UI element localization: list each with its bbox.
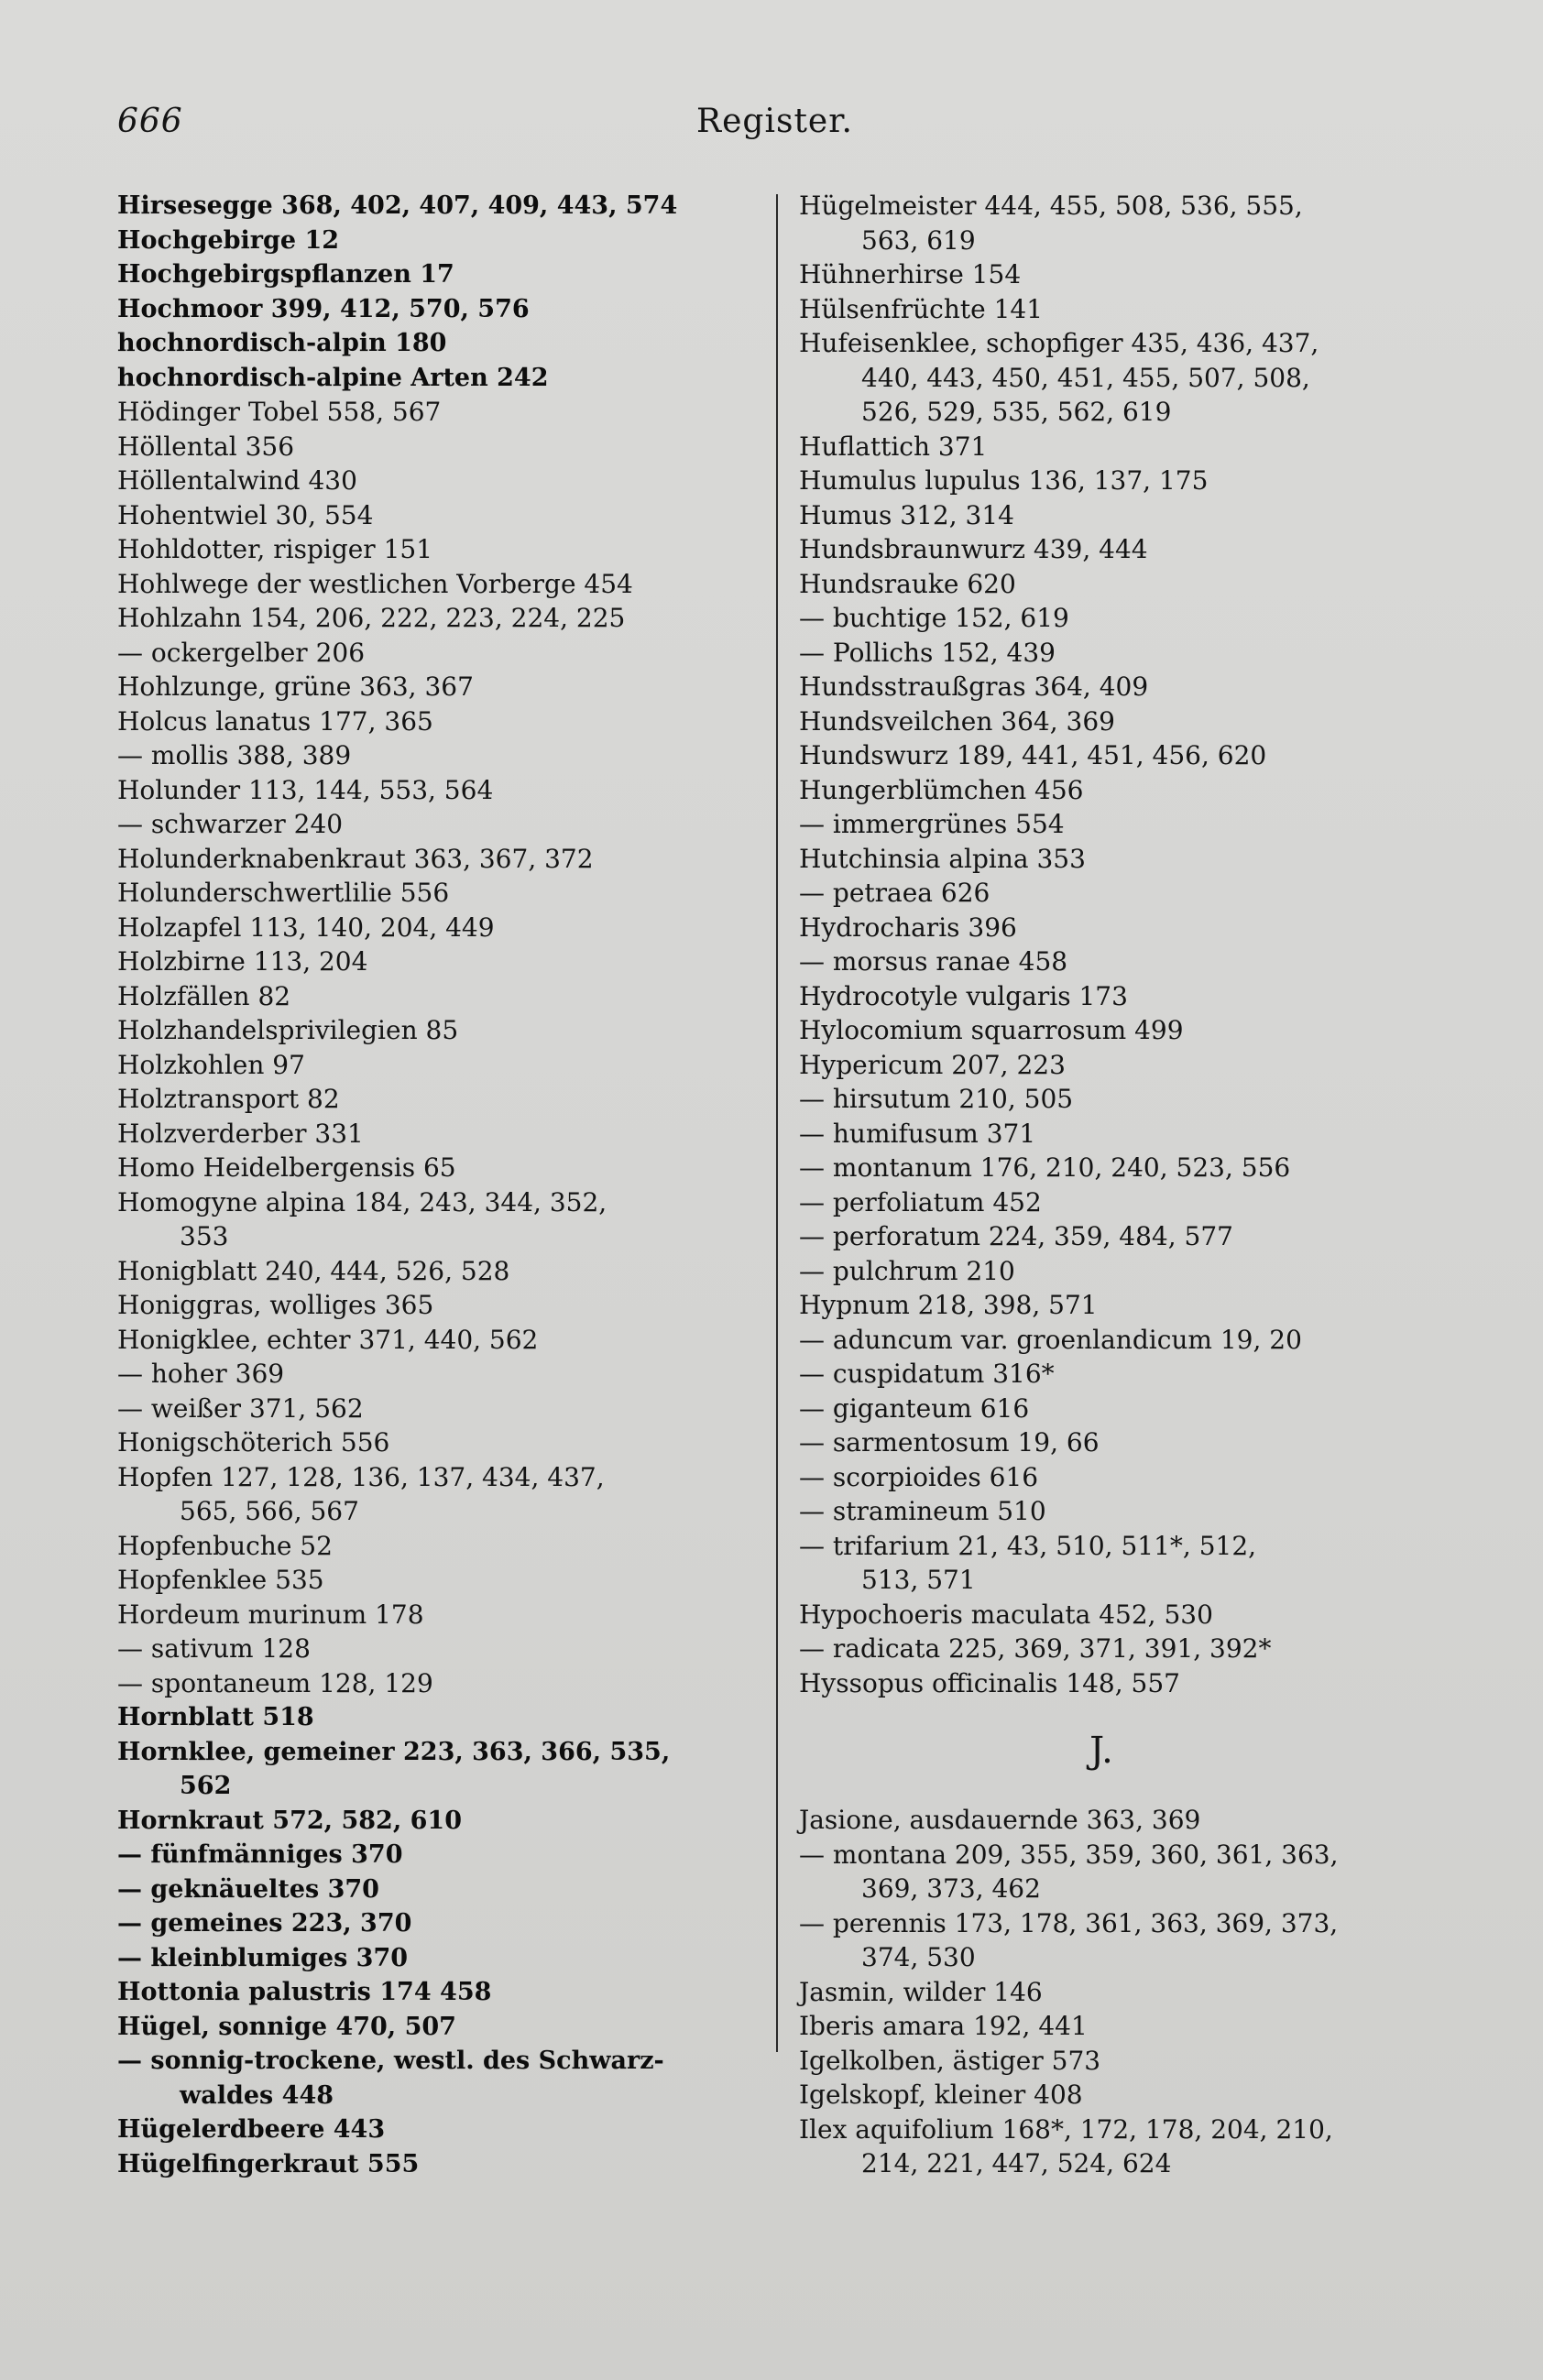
index-entry-continuation: 563, 619 (861, 224, 976, 256)
index-entry: — gemeines 223, 370 (117, 1909, 412, 1938)
index-entry: — trifarium 21, 43, 510, 511*, 512, (799, 1530, 1257, 1561)
index-entry: — stramineum 510 (799, 1496, 1046, 1526)
index-entry: — sarmentosum 19, 66 (799, 1427, 1100, 1457)
index-entry: Honigblatt 240, 444, 526, 528 (117, 1255, 510, 1286)
index-entry: Holunderschwertlilie 556 (117, 878, 450, 908)
index-entry: — pulchrum 210 (799, 1255, 1015, 1286)
index-entry: Honigklee, echter 371, 440, 562 (117, 1324, 539, 1355)
index-entry-continuation: 562 (180, 1772, 232, 1800)
index-entry: — radicata 225, 369, 371, 391, 392* (799, 1633, 1272, 1664)
index-column-left (117, 189, 750, 2181)
index-entry: — hoher 369 (117, 1359, 285, 1389)
page-header-title: Register. (696, 103, 853, 140)
index-entry: — spontaneum 128, 129 (117, 1667, 433, 1698)
index-entry: — montanum 176, 210, 240, 523, 556 (799, 1152, 1291, 1183)
index-entry: Hutchinsia alpina 353 (799, 843, 1086, 874)
index-entry: — immergrünes 554 (799, 809, 1065, 839)
index-entry: — petraea 626 (799, 878, 990, 908)
index-entry: Hordeum murinum 178 (117, 1599, 424, 1630)
index-entry-continuation: 440, 443, 450, 451, 455, 507, 508, (861, 362, 1310, 393)
index-entry: Igelskopf, kleiner 408 (799, 2080, 1083, 2110)
index-entry: Hundswurz 189, 441, 451, 456, 620 (799, 740, 1267, 770)
index-entry: Hundsbraunwurz 439, 444 (799, 534, 1148, 564)
index-entry: Huflattich 371 (799, 431, 988, 462)
index-entry: — weißer 371, 562 (117, 1392, 364, 1424)
index-entry: Hochmoor 399, 412, 570, 576 (117, 294, 530, 323)
index-entry: Iberis amara 192, 441 (799, 2011, 1088, 2041)
index-entry-continuation: 565, 566, 567 (180, 1496, 359, 1526)
index-entry: Hungerblümchen 456 (799, 774, 1084, 805)
index-entry: Hypnum 218, 398, 571 (799, 1290, 1098, 1320)
index-entry: Hirsesegge 368, 402, 407, 409, 443, 574 (117, 191, 678, 220)
index-entry: Hopfenbuche 52 (117, 1530, 333, 1561)
index-entry: Hydrocharis 396 (799, 912, 1017, 943)
index-entry: Homo Heidelbergensis 65 (117, 1152, 456, 1183)
index-entry: Honigschöterich 556 (117, 1427, 390, 1457)
index-entry: Holzkohlen 97 (117, 1049, 305, 1080)
index-entry: hochnordisch-alpine Arten 242 (117, 363, 549, 392)
index-entry: Hydrocotyle vulgaris 173 (799, 980, 1128, 1011)
index-entry: Hügelfingerkraut 555 (117, 2149, 420, 2178)
index-entry: Höllentalwind 430 (117, 465, 357, 496)
index-entry: — ockergelber 206 (117, 637, 366, 668)
index-entry: Hochgebirgspflanzen 17 (117, 260, 454, 289)
index-entry: — sonnig-trockene, westl. des Schwarz- (117, 2047, 664, 2075)
index-entry: Hopfen 127, 128, 136, 137, 434, 437, (117, 1461, 605, 1492)
index-entry: Holzhandelsprivilegien 85 (117, 1015, 459, 1045)
index-entry: Holcus lanatus 177, 365 (117, 705, 433, 737)
index-entry: Holztransport 82 (117, 1084, 340, 1114)
index-entry: Hundsstraußgras 364, 409 (799, 671, 1149, 702)
index-entry: Hypochoeris maculata 452, 530 (799, 1599, 1213, 1630)
index-entry: Humus 312, 314 (799, 499, 1014, 530)
index-entry: Hochgebirge 12 (117, 225, 340, 255)
index-entry: Hornblatt 518 (117, 1703, 314, 1731)
index-entry: Hopfenklee 535 (117, 1565, 324, 1595)
index-entry-continuation: 526, 529, 535, 562, 619 (861, 397, 1172, 427)
index-entry: Homogyne alpina 184, 243, 344, 352, (117, 1186, 607, 1217)
index-entry: — morsus ranae 458 (799, 946, 1068, 977)
index-entry-continuation: 214, 221, 447, 524, 624 (861, 2148, 1172, 2178)
index-entry: Hohldotter, rispiger 151 (117, 534, 433, 564)
index-entry: — mollis 388, 389 (117, 740, 352, 770)
index-entry-continuation: 353 (180, 1221, 229, 1251)
index-entry: Hohlzunge, grüne 363, 367 (117, 671, 474, 702)
index-entry: Hyssopus officinalis 148, 557 (799, 1667, 1180, 1698)
index-entry: Hohentwiel 30, 554 (117, 499, 374, 530)
index-entry: Ilex aquifolium 168*, 172, 178, 204, 210, (799, 2113, 1333, 2145)
index-entry: — perforatum 224, 359, 484, 577 (799, 1221, 1233, 1251)
index-entry-continuation: 369, 373, 462 (861, 1873, 1041, 1904)
index-entry: — montana 209, 355, 359, 360, 361, 363, (799, 1839, 1339, 1870)
index-entry: Höllental 356 (117, 431, 295, 462)
index-entry: — scorpioides 616 (799, 1461, 1039, 1492)
index-entry-continuation: 513, 571 (861, 1565, 976, 1595)
index-entry: Jasione, ausdauernde 363, 369 (799, 1805, 1201, 1835)
index-entry: — perennis 173, 178, 361, 363, 369, 373, (799, 1907, 1339, 1938)
index-entry: — perfoliatum 452 (799, 1186, 1042, 1217)
index-entry: — sativum 128 (117, 1633, 311, 1664)
index-entry: — hirsutum 210, 505 (799, 1084, 1074, 1114)
index-entry: Holzverderber 331 (117, 1118, 364, 1149)
index-entry: hochnordisch-alpin 180 (117, 329, 447, 357)
index-entry: Hundsrauke 620 (799, 568, 1016, 599)
index-entry: Holzfällen 82 (117, 980, 291, 1011)
index-entry: Humulus lupulus 136, 137, 175 (799, 465, 1209, 496)
index-entry: Hülsenfrüchte 141 (799, 293, 1044, 324)
index-entry: Hödinger Tobel 558, 567 (117, 397, 442, 427)
index-entry: — aduncum var. groenlandicum 19, 20 (799, 1324, 1302, 1355)
index-entry: Hundsveilchen 364, 369 (799, 705, 1115, 737)
index-entry: Holunder 113, 144, 553, 564 (117, 774, 494, 805)
index-entry: — schwarzer 240 (117, 809, 344, 839)
index-column-right (799, 189, 1440, 2181)
index-entry: Igelkolben, ästiger 573 (799, 2045, 1101, 2076)
index-entry: Holzbirne 113, 204 (117, 946, 368, 977)
page-number: 666 (117, 103, 183, 140)
index-entry: Hornklee, gemeiner 223, 363, 366, 535, (117, 1737, 671, 1766)
index-entry: Holzapfel 113, 140, 204, 449 (117, 912, 495, 943)
index-entry: — kleinblumiges 370 (117, 1943, 409, 1972)
index-entry: — buchtige 152, 619 (799, 603, 1069, 633)
index-entry: — fünfmänniges 370 (117, 1840, 403, 1869)
index-entry: Hylocomium squarrosum 499 (799, 1015, 1184, 1045)
index-entry: — Pollichs 152, 439 (799, 637, 1056, 668)
section-letter-heading: J. (1089, 1730, 1113, 1773)
column-divider (776, 194, 778, 2052)
index-entry-continuation: waldes 448 (180, 2080, 334, 2110)
index-entry: Honiggras, wolliges 365 (117, 1290, 434, 1320)
index-entry: Hühnerhirse 154 (799, 259, 1022, 289)
index-entry: Holunderknabenkraut 363, 367, 372 (117, 843, 594, 874)
index-entry: Hypericum 207, 223 (799, 1049, 1066, 1080)
index-entry: Hohlwege der westlichen Vorberge 454 (117, 568, 633, 599)
index-entry: Hügelmeister 444, 455, 508, 536, 555, (799, 191, 1303, 221)
index-entry: Hügel, sonnige 470, 507 (117, 2012, 456, 2041)
index-entry: — geknäueltes 370 (117, 1874, 379, 1904)
index-entry: Hohlzahn 154, 206, 222, 223, 224, 225 (117, 603, 626, 633)
index-entry: Hufeisenklee, schopfiger 435, 436, 437, (799, 328, 1319, 358)
index-entry: — cuspidatum 316* (799, 1359, 1055, 1389)
index-entry: Hügelerdbeere 443 (117, 2115, 386, 2144)
index-entry: Jasmin, wilder 146 (799, 1976, 1043, 2007)
index-entry: Hornkraut 572, 582, 610 (117, 1806, 462, 1835)
index-entry: Hottonia palustris 174 458 (117, 1978, 492, 2006)
index-entry: — giganteum 616 (799, 1392, 1030, 1424)
index-entry-continuation: 374, 530 (861, 1942, 976, 1972)
index-entry: — humifusum 371 (799, 1118, 1036, 1149)
